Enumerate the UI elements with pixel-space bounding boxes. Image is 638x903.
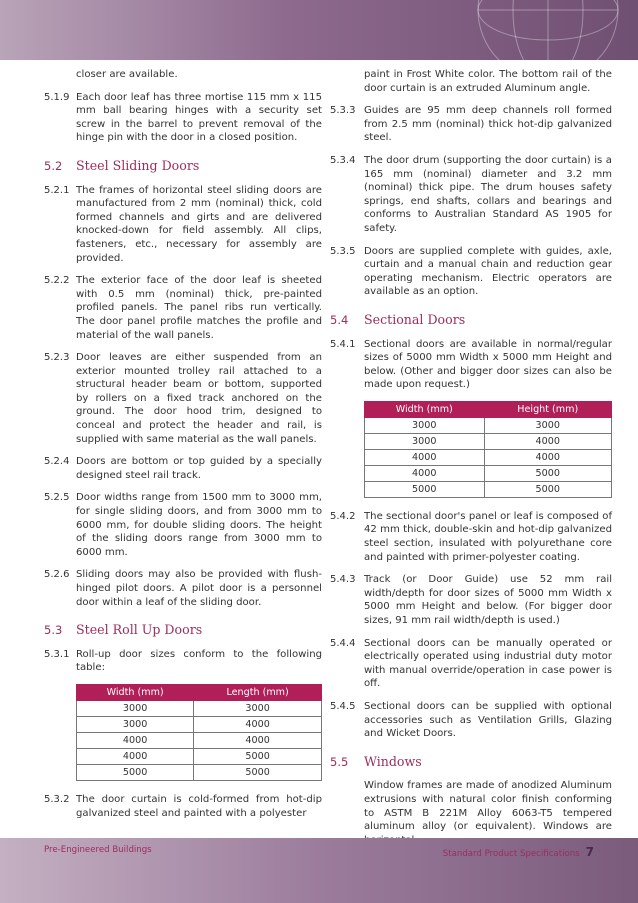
clause-number: 5.2.4 <box>44 456 70 468</box>
clause-number: 5.4.3 <box>330 574 356 586</box>
clause-text: Sliding doors may also be provided with flush-hinged pilot doors. A pilot door is a personnel door within a leaf of the sliding door. <box>76 569 322 608</box>
clause-number: 5.4.1 <box>330 338 356 350</box>
table-cell: 4000 <box>365 465 485 481</box>
table-cell: 3000 <box>484 417 611 433</box>
left-column <box>44 68 322 829</box>
table-cell: 4000 <box>77 732 194 748</box>
section-number: 5.5 <box>330 754 349 769</box>
clause-text: Sectional doors can be manually operated or electrically operated using industrial duty motor with manual override/operation in case power is off. <box>364 637 612 690</box>
table-header: Length (mm) <box>194 684 322 700</box>
continued-paragraph: paint in Frost White color. The bottom rail of the door curtain is an extruded Aluminum angle. <box>364 69 612 94</box>
sectional-size-table <box>364 401 612 498</box>
clause-5-3-4 <box>330 154 612 236</box>
clause-5-1-9 <box>44 91 322 145</box>
section-number: 5.2 <box>44 158 63 173</box>
section-heading-5-3 <box>44 623 322 638</box>
clause-5-2-1 <box>44 184 322 266</box>
section-title: Steel Sliding Doors <box>76 157 200 173</box>
clause-5-4-1 <box>330 338 612 392</box>
clause-text: The sectional door's panel or leaf is composed of 42 mm thick, double-skin and hot-dip galvanized steel section, insulated with polyurethane core and painted with primer-polyester coating. <box>364 510 612 563</box>
clause-number: 5.2.3 <box>44 352 70 364</box>
windows-paragraph: Window frames are made of anodized Aluminum extrusions with natural color finish conforming to ASTM B 221M Alloy 6063-T5 tempered aluminum alloy (or equivalent). Windows are <box>364 780 612 833</box>
clause-number: 5.3.1 <box>44 648 70 660</box>
clause-number: 5.1.9 <box>44 91 70 103</box>
clause-number: 5.4.2 <box>330 510 356 522</box>
clause-number: 5.2.2 <box>44 275 70 287</box>
table-cell: 4000 <box>365 449 485 465</box>
section-number: 5.4 <box>330 312 349 327</box>
table-row <box>77 748 322 764</box>
table-cell: 4000 <box>194 732 322 748</box>
table-row <box>365 449 612 465</box>
clause-number: 5.3.3 <box>330 105 356 117</box>
clause-5-3-2 <box>44 793 322 820</box>
section-heading-5-4 <box>330 313 612 328</box>
section-title: Steel Roll Up Doors <box>76 622 203 638</box>
table-row <box>365 481 612 497</box>
table-row <box>77 700 322 716</box>
table-cell: 3000 <box>77 700 194 716</box>
table-row <box>77 764 322 780</box>
clause-5-4-2 <box>330 510 612 564</box>
clause-number: 5.3.5 <box>330 245 356 257</box>
clause-text: Each door leaf has three mortise 115 mm x 115 mm ball bearing hinges with a security set screw in the barrel to prevent removal of the hinge pin with the door in a closed position. <box>76 91 322 144</box>
clause-5-2-5 <box>44 491 322 559</box>
section-number: 5.3 <box>44 623 63 638</box>
header-band <box>0 0 638 60</box>
table-cell: 5000 <box>77 764 194 780</box>
clause-number: 5.4.5 <box>330 701 356 712</box>
table-header: Height (mm) <box>484 401 611 417</box>
table-row <box>365 433 612 449</box>
clause-5-2-3 <box>44 351 322 446</box>
page-number: 7 <box>585 845 594 859</box>
table-cell: 3000 <box>194 700 322 716</box>
rollup-size-table <box>76 684 322 781</box>
clause-text: Doors are bottom or top guided by a specially designed steel rail track. <box>76 456 322 481</box>
section-title: Sectional Doors <box>364 311 466 327</box>
clause-text: Door leaves are either suspended from an exterior mounted trolley rail attached to a structural header beam or bottom, supported by rollers on a fixed track anchored on the ground. The door hood trim, designed to conceal and protect the header and rail, is supplied with same material as the wall panels. <box>76 352 322 445</box>
table-cell: 4000 <box>77 748 194 764</box>
table-cell: 5000 <box>194 748 322 764</box>
continued-paragraph: closer are available. <box>76 69 178 80</box>
table-header: Width (mm) <box>77 684 194 700</box>
table-row <box>365 465 612 481</box>
footer-right-text: Standard Product Specifications <box>442 849 580 859</box>
section-heading-5-2 <box>44 159 322 174</box>
clause-5-4-4 <box>330 637 612 691</box>
clause-5-3-1 <box>44 648 322 675</box>
table-cell: 5000 <box>194 764 322 780</box>
clause-text: Roll-up door sizes conform to the following table: <box>76 648 322 674</box>
table-cell: 4000 <box>194 716 322 732</box>
table-row <box>77 716 322 732</box>
table-header: Width (mm) <box>365 401 485 417</box>
table-cell: 5000 <box>365 481 485 497</box>
clause-number: 5.2.1 <box>44 184 70 196</box>
clause-5-3-3 <box>330 104 612 145</box>
table-row <box>77 732 322 748</box>
table-cell: 5000 <box>484 481 611 497</box>
clause-5-4-5 <box>330 700 612 741</box>
clause-number: 5.2.5 <box>44 492 70 504</box>
table-cell: 4000 <box>484 433 611 449</box>
clause-5-2-2 <box>44 274 322 342</box>
globe-graphic <box>378 0 638 60</box>
clause-text: The door drum (supporting the door curtain) is a 165 mm (nominal) diameter and 3.2 mm (nominal) thick pipe. The drum houses safety springs, end shafts, collars and bearings and conforms to Australian Standard AS 1905 for safety. <box>364 154 612 234</box>
clause-number: 5.4.4 <box>330 637 356 649</box>
footer-left-text: Pre-Engineered Buildings <box>44 845 152 855</box>
clause-5-2-4 <box>44 455 322 482</box>
section-title: Windows <box>364 753 422 769</box>
clause-number: 5.3.4 <box>330 154 356 166</box>
section-heading-5-5 <box>330 755 612 770</box>
clause-text: Track (or Door Guide) use 52 mm rail width/depth for door sizes of 5000 mm Width x 5000 mm Height and below. (For bigger door sizes, 91 mm rail width/depth is used.) <box>364 574 612 627</box>
table-cell: 4000 <box>484 449 611 465</box>
clause-5-2-6 <box>44 568 322 609</box>
clause-text: Door widths range from 1500 mm to 3000 mm, for single sliding doors, and from 3000 mm to 6000 mm, for double sliding doors. The height of the sliding doors range from 3000 mm to 6000 mm. <box>76 492 322 558</box>
clause-number: 5.3.2 <box>44 793 70 805</box>
footer-right <box>443 845 594 859</box>
clause-text: Sectional doors are available in normal/regular sizes of 5000 mm Width x 5000 mm Height and below. (Other and bigger door sizes can also be made upon request.) <box>364 338 612 391</box>
clause-5-3-5 <box>330 245 612 299</box>
table-cell: 5000 <box>484 465 611 481</box>
clause-text: The exterior face of the door leaf is sheeted with 0.5 mm (nominal) thick, pre-painted profiled panels. The panel ribs run vertically. The door panel profile matches the profile and material of the wall panels. <box>76 275 322 341</box>
clause-text: Sectional doors can be supplied with optional accessories such as Ventilation Grills, Glazing and Wicket Doors. <box>364 701 612 740</box>
clause-text: The frames of horizontal steel sliding doors are manufactured from 2 mm (nominal) thick, cold formed channels and girts and are delivered knocked-down for field assembly. All clips, fasteners, etc., necessary for assembly are provided. <box>76 184 322 264</box>
clause-text: Doors are supplied complete with guides, axle, curtain and a manual chain and reduction gear operating mechanism. Electric operators are available as an option. <box>364 245 612 298</box>
clause-5-4-3 <box>330 573 612 627</box>
table-row <box>365 417 612 433</box>
right-column <box>330 68 612 856</box>
clause-text: The door curtain is cold-formed from hot-dip galvanized steel and painted with a polyester <box>76 793 322 819</box>
clause-number: 5.2.6 <box>44 569 70 581</box>
table-cell: 3000 <box>365 417 485 433</box>
clause-text: Guides are 95 mm deep channels roll formed from 2.5 mm (nominal) thick hot-dip galvanized steel. <box>364 105 612 144</box>
table-cell: 3000 <box>365 433 485 449</box>
table-cell: 3000 <box>77 716 194 732</box>
